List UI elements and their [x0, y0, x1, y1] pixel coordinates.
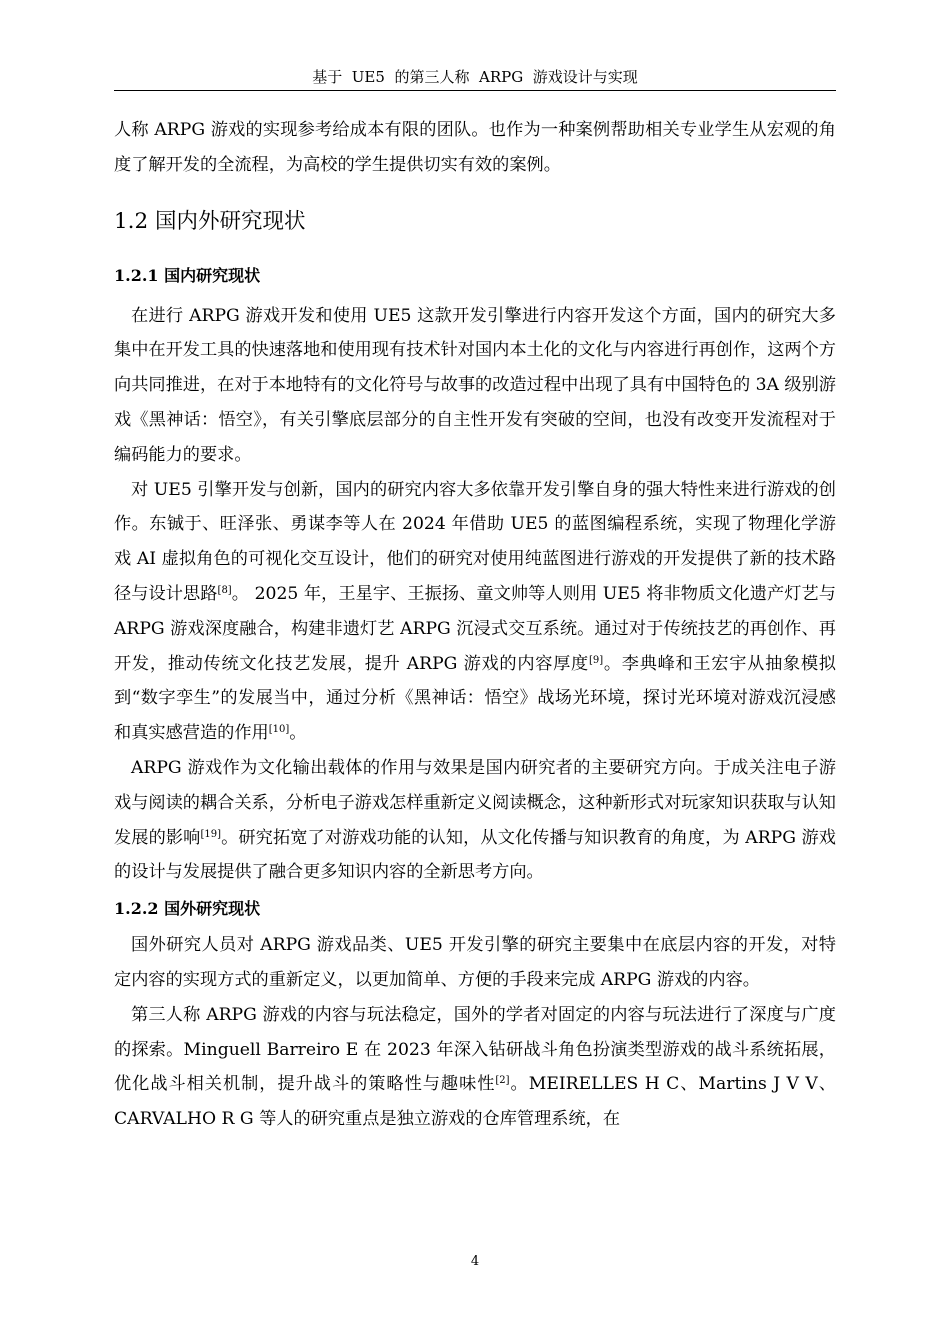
- running-header: 基于 UE5 的第三人称 ARPG 游戏设计与实现: [312, 68, 638, 86]
- paragraph-text: 。李典峰和王宏宇从抽象模拟到“数字孪生”的发展当中，通过分析《黑神话：悟空》战场光环境，探讨光环境对游戏沉浸感和真实感营造的作用: [114, 653, 836, 744]
- paragraph-text: 对 UE5 引擎开发与创新，国内的研究内容大多依靠开发引擎自身的强大特性来进行游戏的创作。东铖于、旺泽张、勇谋李等人在 2024 年借助 UE5 的蓝图编程系统，实现了物理化学游戏 AI 虚拟角色的可视化交互设计，他们的研究对使用纯蓝图进行游戏的开发提供了新的技术路径与设计思路: [114, 479, 836, 604]
- paragraph-text: ARPG 游戏作为文化输出载体的作用与效果是国内研究者的主要研究方向。于成关注电子游戏与阅读的耦合关系，分析电子游戏怎样重新定义阅读概念，这种新形式对玩家知识获取与认知发展的影响: [114, 757, 836, 848]
- paragraph-ue5-domestic: [114, 473, 836, 751]
- citation-10: [10]: [268, 724, 290, 736]
- paragraph-domestic-overview: 在进行 ARPG 游戏开发和使用 UE5 这款开发引擎进行内容开发这个方面，国内的研究大多集中在开发工具的快速落地和使用现有技术针对国内本土化的文化与内容进行再创作，这两个方向共同推进，在对于本地特有的文化符号与故事的改造过程中出现了具有中国特色的 3A 级别游戏《黑神话：悟空》，有关引擎底层部分的自主性开发有突破的空间，也没有改变开发流程对于编码能力的要求。: [114, 305, 836, 465]
- section-heading-1-2: 1.2 国内外研究现状: [114, 208, 306, 234]
- citation-9: [9]: [588, 654, 604, 666]
- paragraph-text: 第三人称 ARPG 游戏的内容与玩法稳定，国外的学者对固定的内容与玩法进行了深度与广度的探索。Minguell Barreiro E 在 2023 年深入钻研战斗角色扮演类型游戏的战斗系统拓展，优化战斗相关机制，提升战斗的策略性与趣味性: [114, 1004, 836, 1095]
- page-number: 4: [470, 1254, 480, 1269]
- citation-19: [19]: [200, 828, 221, 840]
- paragraph-text: 。 2025 年，王星宇、王振扬、童文帅等人则用 UE5 将非物质文化遗产灯艺与 ARPG 游戏深度融合，构建非遗灯艺 ARPG 沉浸式交互系统。通过对于传统技艺的再创作、再开发，推动传统文化技艺发展，提升 ARPG 游戏的内容厚度: [114, 583, 836, 674]
- citation-2: [2]: [495, 1075, 510, 1087]
- header-rule: [114, 90, 836, 91]
- paragraph-foreign-overview: 国外研究人员对 ARPG 游戏品类、UE5 开发引擎的研究主要集中在底层内容的开发，对特定内容的实现方式的重新定义，以更加简单、方便的手段来完成 ARPG 游戏的内容。: [114, 935, 836, 990]
- paragraph-continuation: 人称 ARPG 游戏的实现参考给成本有限的团队。也作为一种案例帮助相关专业学生从宏观的角度了解开发的全流程，为高校的学生提供切实有效的案例。: [114, 120, 836, 175]
- page-body: [114, 113, 836, 1137]
- citation-8: [8]: [217, 584, 232, 596]
- paragraph-text: 。MEIRELLES H C、Martins J V V、CARVALHO R G 等人的研究重点是独立游戏的仓库管理系统，在: [114, 1074, 836, 1130]
- paragraph-text: 。研究拓宽了对游戏功能的认知，从文化传播与知识教育的角度，为 ARPG 游戏的设计与发展提供了融合更多知识内容的全新思考方向。: [114, 827, 836, 883]
- paragraph-third-person-arpg: [114, 998, 836, 1137]
- subsection-heading-1-2-1: 1.2.1 国内研究现状: [114, 265, 261, 285]
- subsection-heading-1-2-2: 1.2.2 国外研究现状: [114, 899, 261, 919]
- paragraph-text: 。: [289, 723, 307, 744]
- paragraph-cultural-output: [114, 751, 836, 890]
